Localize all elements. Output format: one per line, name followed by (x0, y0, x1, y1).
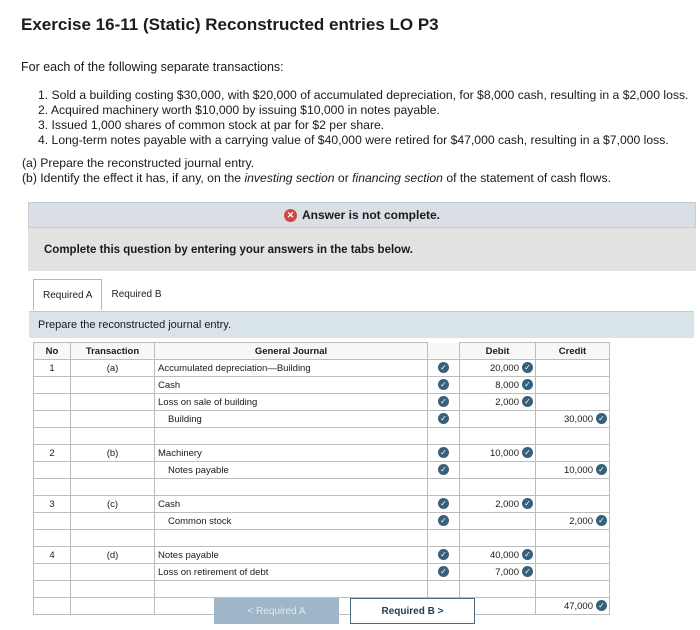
debit-amount: 40,000 (489, 549, 519, 561)
check-icon: ✓ (522, 566, 533, 577)
journal-transaction-cell[interactable]: (d) (71, 547, 155, 564)
journal-account-cell[interactable] (155, 428, 428, 445)
credit-amount: 30,000 (563, 413, 593, 425)
journal-credit-cell[interactable] (536, 428, 610, 445)
check-icon: ✓ (438, 549, 449, 560)
debit-amount: 8,000 (495, 379, 519, 391)
check-icon: ✓ (438, 379, 449, 390)
journal-row (34, 462, 610, 479)
journal-credit-cell[interactable] (536, 377, 610, 394)
debit-amount: 10,000 (489, 447, 519, 459)
journal-account-cell[interactable]: Machinery (155, 445, 428, 462)
journal-row (34, 581, 610, 598)
check-icon: ✓ (522, 447, 533, 458)
check-icon: ✓ (438, 498, 449, 509)
journal-no-cell (34, 479, 71, 496)
check-icon: ✓ (522, 396, 533, 407)
requirement-tabs (33, 279, 171, 310)
journal-account-cell[interactable] (155, 530, 428, 547)
journal-debit-cell[interactable] (460, 530, 536, 547)
journal-debit-cell[interactable] (460, 462, 536, 479)
check-icon: ✓ (522, 549, 533, 560)
journal-transaction-cell[interactable]: (a) (71, 360, 155, 377)
col-header-general-journal: General Journal (155, 343, 428, 360)
journal-transaction-cell[interactable] (71, 428, 155, 445)
journal-debit-cell[interactable] (460, 360, 536, 377)
journal-debit-cell[interactable] (460, 547, 536, 564)
requirement-b: (b) Identify the effect it has, if any, on the investing section or financing section of the statement of cash flows. (22, 171, 611, 185)
credit-amount: 10,000 (563, 464, 593, 476)
requirements-list (22, 156, 611, 186)
journal-credit-cell[interactable] (536, 513, 610, 530)
debit-amount: 2,000 (495, 396, 519, 408)
next-required-b-button[interactable]: Required B > (350, 598, 475, 624)
tab-required-b[interactable]: Required B (111, 289, 162, 300)
check-icon: ✓ (522, 379, 533, 390)
journal-row (34, 428, 610, 445)
journal-account-cell[interactable]: Loss on retirement of debt (155, 564, 428, 581)
journal-debit-cell[interactable] (460, 377, 536, 394)
journal-transaction-cell[interactable] (71, 530, 155, 547)
transaction-item: 2. Acquired machinery worth $10,000 by issuing $10,000 in notes payable. (38, 103, 440, 117)
journal-debit-cell[interactable] (460, 445, 536, 462)
journal-account-cell[interactable]: Cash (155, 377, 428, 394)
journal-credit-cell[interactable] (536, 462, 610, 479)
journal-credit-cell[interactable] (536, 581, 610, 598)
journal-no-cell (34, 462, 71, 479)
transaction-item: 3. Issued 1,000 shares of common stock at par for $2 per share. (38, 118, 385, 132)
journal-account-cell[interactable]: Accumulated depreciation—Building (155, 360, 428, 377)
complete-prompt: Complete this question by entering your answers in the tabs below. (28, 228, 696, 271)
check-icon: ✓ (522, 498, 533, 509)
journal-credit-cell[interactable] (536, 564, 610, 581)
answer-status-banner (28, 202, 696, 228)
journal-account-cell[interactable]: Notes payable (155, 547, 428, 564)
check-icon: ✓ (438, 515, 449, 526)
transaction-list (38, 88, 688, 148)
journal-no-cell (34, 428, 71, 445)
journal-debit-cell[interactable] (460, 496, 536, 513)
check-icon: ✓ (596, 464, 607, 475)
journal-row (34, 530, 610, 547)
journal-no-cell (34, 530, 71, 547)
journal-debit-cell[interactable] (460, 411, 536, 428)
journal-account-cell[interactable]: Loss on sale of building (155, 394, 428, 411)
journal-transaction-cell[interactable]: (b) (71, 445, 155, 462)
journal-credit-cell[interactable] (536, 479, 610, 496)
journal-no-cell (34, 394, 71, 411)
transaction-item: 1. Sold a building costing $30,000, with $20,000 of accumulated depreciation, for $8,000 cash, resulting in a $2,000 loss. (38, 88, 689, 102)
journal-row (34, 360, 610, 377)
journal-debit-cell[interactable] (460, 513, 536, 530)
check-icon: ✓ (438, 413, 449, 424)
x-circle-icon: ✕ (284, 209, 297, 222)
check-icon: ✓ (596, 515, 607, 526)
journal-debit-cell[interactable] (460, 394, 536, 411)
journal-no-cell (34, 564, 71, 581)
tab-required-a[interactable]: Required A (33, 279, 102, 310)
intro-text: For each of the following separate transactions: (21, 60, 284, 74)
check-icon: ✓ (596, 600, 607, 611)
journal-transaction-cell[interactable] (71, 377, 155, 394)
journal-no-cell: 3 (34, 496, 71, 513)
prev-required-a-button[interactable]: < Required A (214, 598, 339, 624)
journal-no-cell: 2 (34, 445, 71, 462)
journal-no-cell: 4 (34, 547, 71, 564)
journal-account-cell[interactable]: Common stock (155, 513, 428, 530)
journal-no-cell (34, 513, 71, 530)
journal-credit-cell[interactable] (536, 394, 610, 411)
journal-no-cell (34, 411, 71, 428)
col-header-credit: Credit (536, 343, 610, 360)
journal-row (34, 377, 610, 394)
prepare-instruction: Prepare the reconstructed journal entry. (29, 311, 694, 338)
journal-row (34, 496, 610, 513)
credit-amount: 2,000 (569, 515, 593, 527)
check-icon: ✓ (438, 447, 449, 458)
check-icon: ✓ (522, 362, 533, 373)
journal-row (34, 394, 610, 411)
transaction-item: 4. Long-term notes payable with a carrying value of $40,000 were retired for $47,000 cash, resulting in a $7,000 loss. (38, 133, 669, 147)
check-icon: ✓ (438, 396, 449, 407)
journal-account-cell[interactable]: Building (155, 411, 428, 428)
journal-debit-cell[interactable] (460, 428, 536, 445)
journal-transaction-cell[interactable] (71, 394, 155, 411)
journal-credit-cell[interactable] (536, 360, 610, 377)
journal-account-cell[interactable] (155, 479, 428, 496)
journal-credit-cell[interactable] (536, 598, 610, 615)
journal-credit-cell[interactable] (536, 496, 610, 513)
journal-no-cell (34, 581, 71, 598)
journal-credit-cell[interactable] (536, 547, 610, 564)
journal-row (34, 479, 610, 496)
journal-debit-cell[interactable] (460, 564, 536, 581)
exercise-title: Exercise 16-11 (Static) Reconstructed entries LO P3 (21, 15, 439, 34)
journal-no-cell: 1 (34, 360, 71, 377)
check-icon: ✓ (438, 566, 449, 577)
journal-no-cell (34, 377, 71, 394)
col-header-debit: Debit (460, 343, 536, 360)
check-icon: ✓ (596, 413, 607, 424)
col-header-no: No (34, 343, 71, 360)
journal-row (34, 513, 610, 530)
credit-amount: 47,000 (563, 600, 593, 612)
journal-row (34, 547, 610, 564)
journal-debit-cell[interactable] (460, 581, 536, 598)
journal-transaction-cell[interactable] (71, 462, 155, 479)
journal-transaction-cell[interactable] (71, 513, 155, 530)
journal-transaction-cell[interactable]: (c) (71, 496, 155, 513)
journal-row (34, 445, 610, 462)
journal-credit-cell[interactable] (536, 530, 610, 547)
journal-row (34, 411, 610, 428)
debit-amount: 7,000 (495, 566, 519, 578)
journal-table (33, 342, 610, 615)
requirement-a: (a) Prepare the reconstructed journal entry. (22, 156, 255, 170)
journal-transaction-cell[interactable] (71, 479, 155, 496)
check-icon: ✓ (438, 464, 449, 475)
check-icon: ✓ (438, 362, 449, 373)
journal-transaction-cell[interactable] (71, 564, 155, 581)
debit-amount: 20,000 (489, 362, 519, 374)
journal-debit-cell[interactable] (460, 479, 536, 496)
journal-row (34, 564, 610, 581)
debit-amount: 2,000 (495, 498, 519, 510)
journal-transaction-cell[interactable] (71, 581, 155, 598)
journal-account-cell[interactable]: Cash (155, 496, 428, 513)
journal-transaction-cell[interactable] (71, 598, 155, 615)
journal-account-cell[interactable] (155, 581, 428, 598)
journal-credit-cell[interactable] (536, 411, 610, 428)
col-header-transaction: Transaction (71, 343, 155, 360)
journal-transaction-cell[interactable] (71, 411, 155, 428)
answer-status-text: Answer is not complete. (301, 208, 441, 222)
journal-credit-cell[interactable] (536, 445, 610, 462)
journal-account-cell[interactable]: Notes payable (155, 462, 428, 479)
journal-no-cell (34, 598, 71, 615)
